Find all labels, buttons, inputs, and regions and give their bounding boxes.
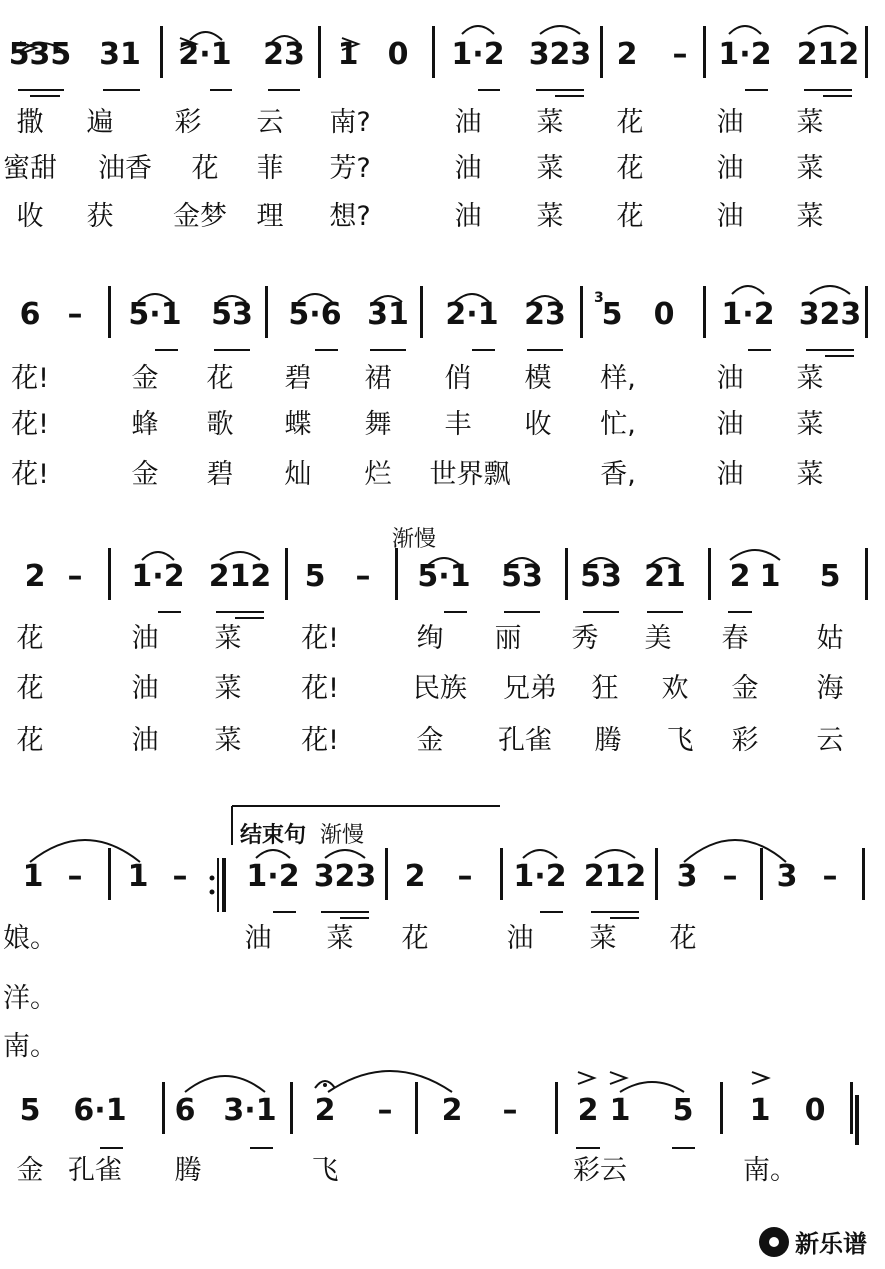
- lyric-2-3-2: 金: [131, 459, 159, 490]
- note-5-2: 6·1: [73, 1093, 127, 1128]
- lyric-1-2-6: 油: [454, 153, 482, 184]
- lyric-2-2-1: 花!: [11, 409, 49, 440]
- note-3-7: 5·1: [417, 559, 471, 594]
- note-3-3: 1·2: [131, 559, 185, 594]
- tempo-marking-rit-1: 渐慢: [392, 527, 437, 552]
- note-1-9: 2: [616, 37, 638, 72]
- note-5-7: 2: [441, 1093, 463, 1128]
- note-2-9: 5: [601, 297, 623, 332]
- lyric-2-1-7: 模: [524, 363, 552, 394]
- note-5-11: 5: [672, 1093, 694, 1128]
- lyric-3-1-9: 春: [721, 623, 749, 654]
- note-5-8: –: [502, 1093, 518, 1128]
- lyric-1-2-10: 菜: [796, 153, 824, 184]
- note-1-1: 535: [8, 37, 72, 72]
- note-3-5: 5: [304, 559, 326, 594]
- lyric-1-3-10: 菜: [796, 201, 824, 232]
- lyric-3-1-5: 绚: [416, 623, 444, 654]
- lyric-4-1-1: 娘。: [3, 923, 57, 954]
- lyric-1-1-7: 菜: [536, 107, 564, 138]
- note-3-2: –: [67, 559, 83, 594]
- lyric-1-2-8: 花: [616, 153, 644, 184]
- lyric-3-1-8: 美: [644, 623, 672, 654]
- lyric-1-3-7: 菜: [536, 201, 564, 232]
- note-3-12: 1: [759, 559, 781, 594]
- note-1-11: 1·2: [718, 37, 772, 72]
- lyric-3-3-3: 菜: [214, 725, 242, 756]
- lyric-3-3-4: 花!: [301, 725, 339, 756]
- lyric-3-1-10: 姑: [816, 623, 844, 654]
- lyric-3-1-4: 花!: [301, 623, 339, 654]
- lyric-3-3-6: 孔雀: [498, 725, 552, 756]
- lyric-2-1-5: 裙: [364, 363, 392, 394]
- note-1-7: 1·2: [451, 37, 505, 72]
- lyric-2-1-1: 花!: [11, 363, 49, 394]
- lyric-2-1-4: 碧: [284, 363, 312, 394]
- lyric-5-1-5: 彩云: [573, 1155, 627, 1186]
- note-5-6: –: [377, 1093, 393, 1128]
- lyric-5-1-3: 腾: [174, 1155, 202, 1186]
- lyric-3-3-5: 金: [416, 725, 444, 756]
- note-4-12: –: [722, 859, 738, 894]
- lyric-2-3-8: 油: [716, 459, 744, 490]
- lyric-5-1-4: 飞: [311, 1155, 339, 1186]
- lyric-1-3-4: 理: [256, 201, 284, 232]
- lyric-3-2-2: 油: [131, 673, 159, 704]
- lyric-1-1-10: 菜: [796, 107, 824, 138]
- lyric-1-1-9: 油: [716, 107, 744, 138]
- lyric-1-1-5: 南?: [329, 107, 371, 138]
- note-3-10: 21: [644, 559, 686, 594]
- lyric-2-2-8: 忙,: [600, 409, 636, 440]
- lyric-5-1-6: 南。: [743, 1155, 797, 1186]
- note-1-4: 23: [263, 37, 305, 72]
- note-1-2: 31: [99, 37, 141, 72]
- lyric-1-2-4: 菲: [256, 153, 284, 184]
- lyric-1-2-7: 菜: [536, 153, 564, 184]
- lyric-3-3-10: 云: [816, 725, 844, 756]
- lyric-3-1-6: 丽: [494, 623, 522, 654]
- note-4-1: 1: [22, 859, 44, 894]
- lyric-2-3-1: 花!: [11, 459, 49, 490]
- lyric-2-1-3: 花: [206, 363, 234, 394]
- note-3-9: 53: [580, 559, 622, 594]
- note-1-10: –: [672, 37, 688, 72]
- note-4-13: 3: [776, 859, 798, 894]
- lyric-3-3-8: 飞: [666, 725, 694, 756]
- lyric-5-1-2: 孔雀: [68, 1155, 122, 1186]
- site-logo: [759, 1224, 867, 1259]
- note-5-12: 1: [749, 1093, 771, 1128]
- lyric-1-3-9: 油: [716, 201, 744, 232]
- note-3-8: 53: [501, 559, 543, 594]
- note-5-4: 3·1: [223, 1093, 277, 1128]
- note-2-5: 5·6: [288, 297, 342, 332]
- lyric-2-2-10: 菜: [796, 409, 824, 440]
- lyric-3-2-8: 欢: [661, 673, 689, 704]
- lyric-3-2-3: 菜: [214, 673, 242, 704]
- note-5-10: 1: [609, 1093, 631, 1128]
- lyric-4-1-6: 菜: [589, 923, 617, 954]
- lyric-1-3-1: 收: [16, 201, 44, 232]
- note-4-10: 212: [583, 859, 647, 894]
- lyric-2-3-6: 世界飘: [429, 459, 511, 490]
- lyric-2-3-7: 香,: [600, 459, 636, 490]
- note-4-5: 1·2: [246, 859, 300, 894]
- note-4-9: 1·2: [513, 859, 567, 894]
- tempo-marking-rit-2: 渐慢: [320, 823, 365, 848]
- logo-text: 新乐谱: [795, 1230, 867, 1258]
- note-3-1: 2: [24, 559, 46, 594]
- note-1-8: 323: [528, 37, 592, 72]
- note-2-12: 323: [798, 297, 862, 332]
- lyric-3-3-1: 花: [16, 725, 44, 756]
- lyric-3-2-1: 花: [16, 673, 44, 704]
- note-4-6: 323: [313, 859, 377, 894]
- note-2-11: 1·2: [721, 297, 775, 332]
- note-2-2: –: [67, 297, 83, 332]
- note-3-4: 212: [208, 559, 272, 594]
- note-4-11: 3: [676, 859, 698, 894]
- lyric-1-3-2: 获: [86, 201, 114, 232]
- lyric-4-1-7: 花: [669, 923, 697, 954]
- note-1-3: 2·1: [178, 37, 232, 72]
- note-2-6: 31: [367, 297, 409, 332]
- lyric-2-3-3: 碧: [206, 459, 234, 490]
- note-3-11: 2: [729, 559, 751, 594]
- lyric-3-2-9: 金: [731, 673, 759, 704]
- note-5-5: 2: [314, 1093, 336, 1128]
- lyric-2-1-8: 样,: [600, 363, 636, 394]
- lyric-4-1-4: 花: [401, 923, 429, 954]
- lyric-1-2-2: 油香: [98, 153, 152, 184]
- lyric-1-3-6: 油: [454, 201, 482, 232]
- lyric-1-1-3: 彩: [174, 107, 202, 138]
- lyric-2-1-10: 菜: [796, 363, 824, 394]
- lyric-2-2-3: 歌: [206, 409, 234, 440]
- lyric-2-2-4: 蝶: [284, 409, 312, 440]
- lyric-1-1-2: 遍: [86, 107, 114, 138]
- note-3-13: 5: [819, 559, 841, 594]
- lyric-3-1-1: 花: [16, 623, 44, 654]
- note-5-13: 0: [804, 1093, 826, 1128]
- lyric-3-3-9: 彩: [731, 725, 759, 756]
- lyric-2-3-5: 烂: [364, 459, 392, 490]
- lyric-2-3-4: 灿: [284, 459, 312, 490]
- lyric-3-3-2: 油: [131, 725, 159, 756]
- note-2-4: 53: [211, 297, 253, 332]
- note-3-6: –: [355, 559, 371, 594]
- note-2-3: 5·1: [128, 297, 182, 332]
- note-5-9: 2: [577, 1093, 599, 1128]
- note-1-6: 0: [387, 37, 409, 72]
- lyric-3-1-2: 油: [131, 623, 159, 654]
- lyric-2-2-5: 舞: [364, 409, 392, 440]
- lyric-4-2-1: 洋。: [3, 983, 57, 1014]
- lyric-1-1-6: 油: [454, 107, 482, 138]
- note-5-3: 6: [174, 1093, 196, 1128]
- lyric-1-2-3: 花: [191, 153, 219, 184]
- lyric-1-2-9: 油: [716, 153, 744, 184]
- lyric-1-2-5: 芳?: [329, 153, 371, 184]
- lyric-3-2-6: 兄弟: [503, 673, 557, 704]
- lyric-1-2-1: 蜜甜: [3, 153, 57, 184]
- lyric-4-1-2: 油: [244, 923, 272, 954]
- lyric-1-3-5: 想?: [329, 201, 371, 232]
- lyric-3-2-10: 海: [816, 673, 844, 704]
- lyric-4-1-3: 菜: [326, 923, 354, 954]
- note-4-14: –: [822, 859, 838, 894]
- lyric-1-3-8: 花: [616, 201, 644, 232]
- lyric-4-3-1: 南。: [3, 1031, 57, 1062]
- lyric-5-1-1: 金: [16, 1155, 44, 1186]
- lyric-3-2-4: 花!: [301, 673, 339, 704]
- note-2-10: 0: [653, 297, 675, 332]
- lyric-2-2-6: 丰: [444, 409, 472, 440]
- note-4-7: 2: [404, 859, 426, 894]
- lyric-4-1-5: 油: [506, 923, 534, 954]
- lyric-3-1-7: 秀: [571, 623, 599, 654]
- note-2-7: 2·1: [445, 297, 499, 332]
- note-4-3: 1: [127, 859, 149, 894]
- note-1-5: 1: [337, 37, 359, 72]
- lyric-2-2-7: 收: [524, 409, 552, 440]
- record-disc-icon: [759, 1227, 789, 1257]
- lyric-3-2-7: 狂: [591, 673, 619, 704]
- lyric-2-1-9: 油: [716, 363, 744, 394]
- lyric-3-3-7: 腾: [594, 725, 622, 756]
- lyric-3-1-3: 菜: [214, 623, 242, 654]
- lyric-2-3-9: 菜: [796, 459, 824, 490]
- ending-label: 结束句: [240, 823, 307, 848]
- lyric-1-1-8: 花: [616, 107, 644, 138]
- note-4-4: –: [172, 859, 188, 894]
- note-5-1: 5: [19, 1093, 41, 1128]
- grace-note: 3: [594, 290, 604, 306]
- note-1-12: 212: [796, 37, 860, 72]
- lyric-3-2-5: 民族: [413, 673, 467, 704]
- lyric-2-2-9: 油: [716, 409, 744, 440]
- lyric-1-1-1: 撒: [16, 107, 44, 138]
- lyric-1-1-4: 云: [256, 107, 284, 138]
- lyric-2-1-6: 俏: [444, 363, 472, 394]
- lyric-2-2-2: 蜂: [131, 409, 159, 440]
- note-2-1: 6: [19, 297, 41, 332]
- note-2-8: 23: [524, 297, 566, 332]
- lyric-1-3-3: 金梦: [173, 201, 227, 232]
- note-4-2: –: [67, 859, 83, 894]
- note-4-8: –: [457, 859, 473, 894]
- lyric-2-1-2: 金: [131, 363, 159, 394]
